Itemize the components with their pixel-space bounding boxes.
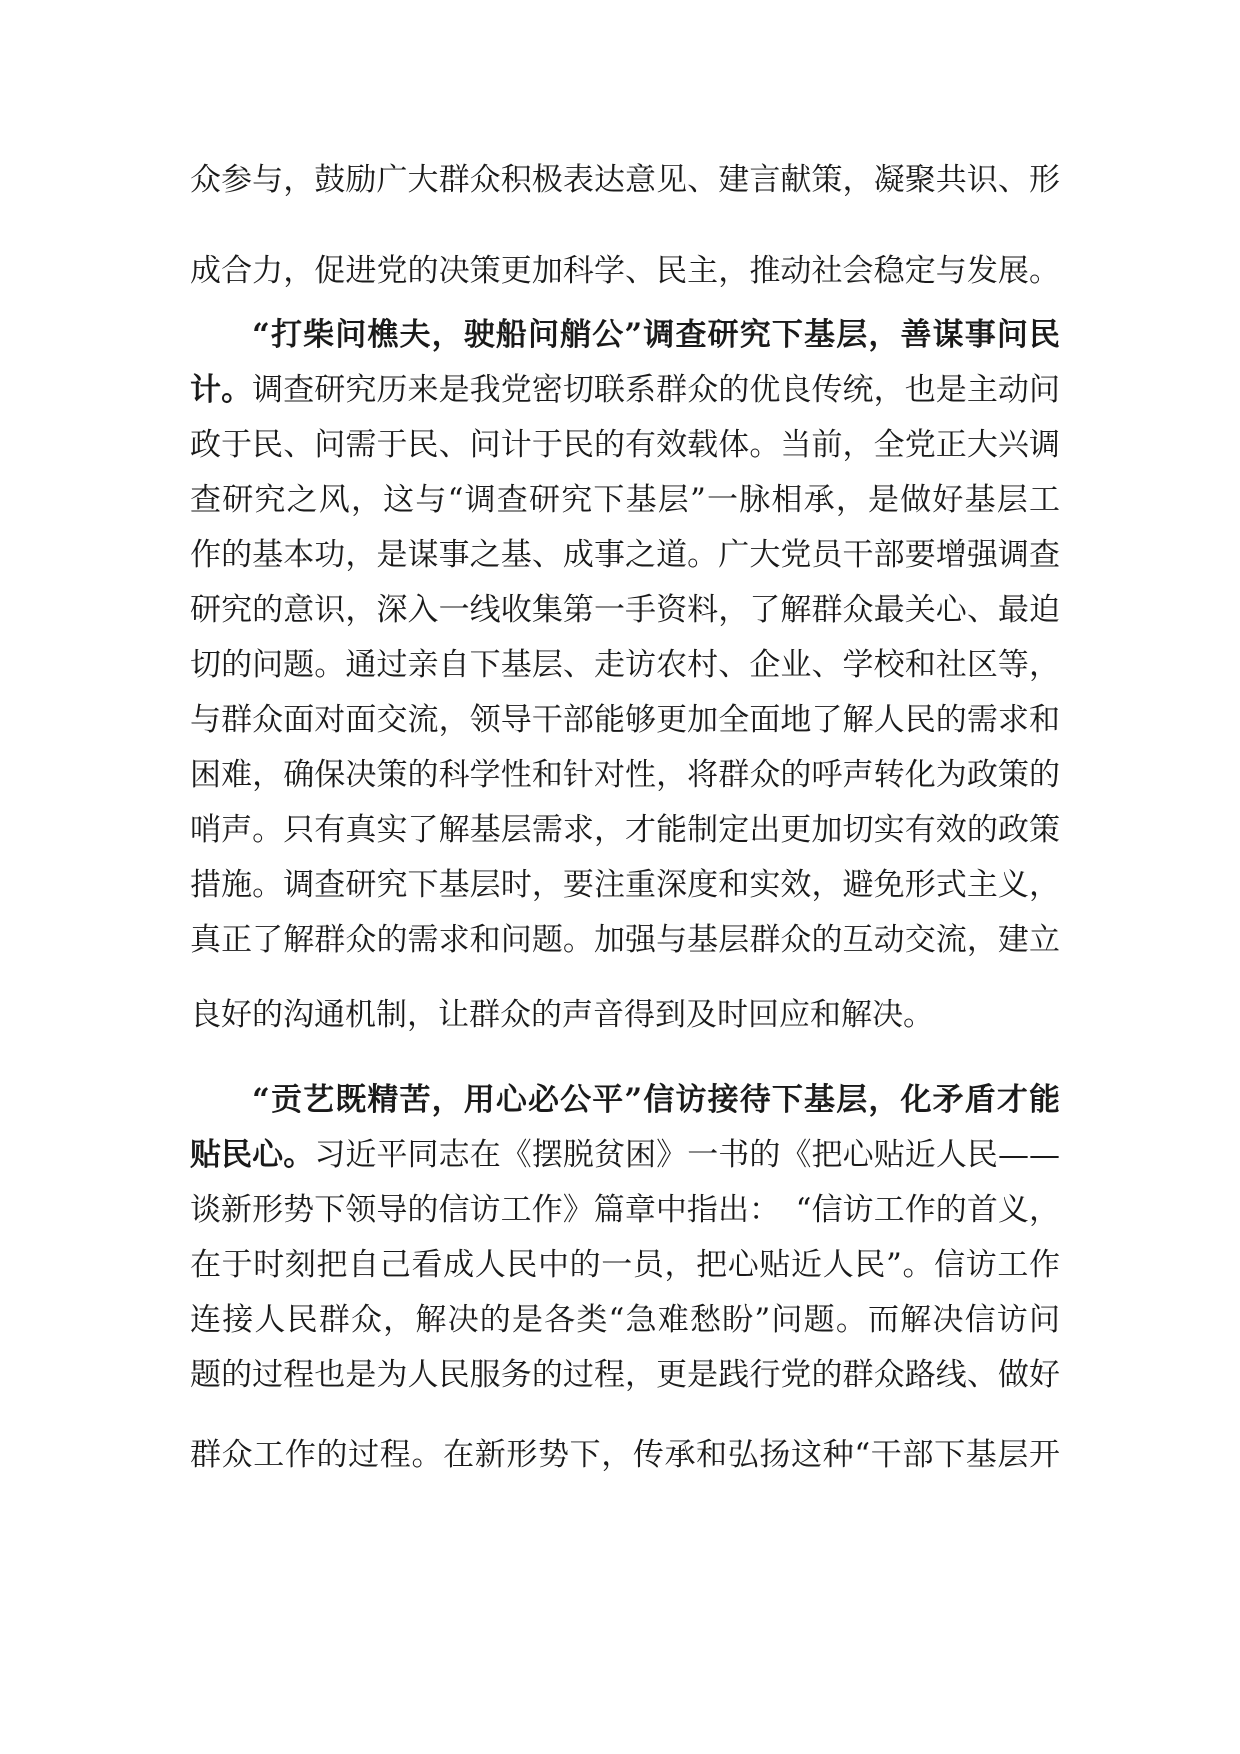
heading-run: “打柴问樵夫，驶船问艄公”调查研究下基层，善谋事问民 (252, 317, 1060, 353)
text-line-4 (190, 365, 1060, 415)
text-line-17 (190, 1130, 1060, 1180)
text-run: 切的问题。通过亲自下基层、走访农村、企业、学校和社区等， (190, 647, 1060, 683)
text-run: 真正了解群众的需求和问题。加强与基层群众的互动交流，建立 (190, 922, 1060, 958)
text-line-7 (190, 530, 1060, 580)
text-line-14 (190, 915, 1060, 965)
text-run: 政于民、问需于民、问计于民的有效载体。当前，全党正大兴调 (190, 427, 1060, 463)
text-line-1 (190, 155, 1060, 205)
text-run: 在于时刻把自己看成人民中的一员，把心贴近人民”。信访工作 (190, 1247, 1060, 1283)
text-line-9 (190, 640, 1060, 690)
text-run: 连接人民群众，解决的是各类“急难愁盼”问题。而解决信访问 (190, 1302, 1060, 1338)
heading-run: 计。 (190, 372, 253, 408)
text-run: 与群众面对面交流，领导干部能够更加全面地了解人民的需求和 (190, 702, 1060, 738)
text-run: 题的过程也是为人民服务的过程，更是践行党的群众路线、做好 (190, 1357, 1060, 1393)
heading-run: “贡艺既精苦，用心必公平”信访接待下基层，化矛盾才能 (252, 1082, 1060, 1118)
text-line-11 (190, 750, 1060, 800)
text-run: 作的基本功，是谋事之基、成事之道。广大党员干部要增强调查 (190, 537, 1060, 573)
text-run: 群众工作的过程。在新形势下，传承和弘扬这种“干部下基层开 (190, 1437, 1060, 1473)
text-run: 困难，确保决策的科学性和针对性，将群众的呼声转化为政策的 (190, 757, 1060, 793)
text-line-19 (190, 1240, 1060, 1290)
text-run: 成合力，促进党的决策更加科学、民主，推动社会稳定与发展。 (190, 253, 1060, 289)
text-run: 众参与，鼓励广大群众积极表达意见、建言献策，凝聚共识、形 (190, 162, 1060, 198)
text-line-21 (190, 1350, 1060, 1400)
text-run: 调查研究历来是我党密切联系群众的优良传统，也是主动问 (252, 372, 1061, 408)
section-heading-petition (252, 1075, 1060, 1125)
text-run: 措施。调查研究下基层时，要注重深度和实效，避免形式主义， (190, 867, 1060, 903)
section-heading-research (252, 310, 1060, 360)
text-line-8 (190, 585, 1060, 635)
text-run: 研究的意识，深入一线收集第一手资料，了解群众最关心、最迫 (190, 592, 1060, 628)
text-run: 查研究之风，这与“调查研究下基层”一脉相承，是做好基层工 (190, 482, 1060, 518)
text-line-18 (190, 1185, 1060, 1235)
text-run: 习近平同志在《摆脱贫困》一书的《把心贴近人民—— (314, 1137, 1061, 1173)
text-line-6 (190, 475, 1060, 525)
text-line-20 (190, 1295, 1060, 1345)
heading-run: 贴民心。 (190, 1137, 315, 1173)
text-line-10 (190, 695, 1060, 745)
text-run: 良好的沟通机制，让群众的声音得到及时回应和解决。 (190, 997, 934, 1033)
text-line-2 (190, 246, 1060, 296)
text-run: 哨声。只有真实了解基层需求，才能制定出更加切实有效的政策 (190, 812, 1060, 848)
text-line-5 (190, 420, 1060, 470)
text-line-15 (190, 990, 1060, 1040)
text-line-13 (190, 860, 1060, 910)
text-line-12 (190, 805, 1060, 855)
text-line-22 (190, 1430, 1060, 1480)
text-run: 谈新形势下领导的信访工作》篇章中指出： “信访工作的首义， (190, 1192, 1060, 1228)
